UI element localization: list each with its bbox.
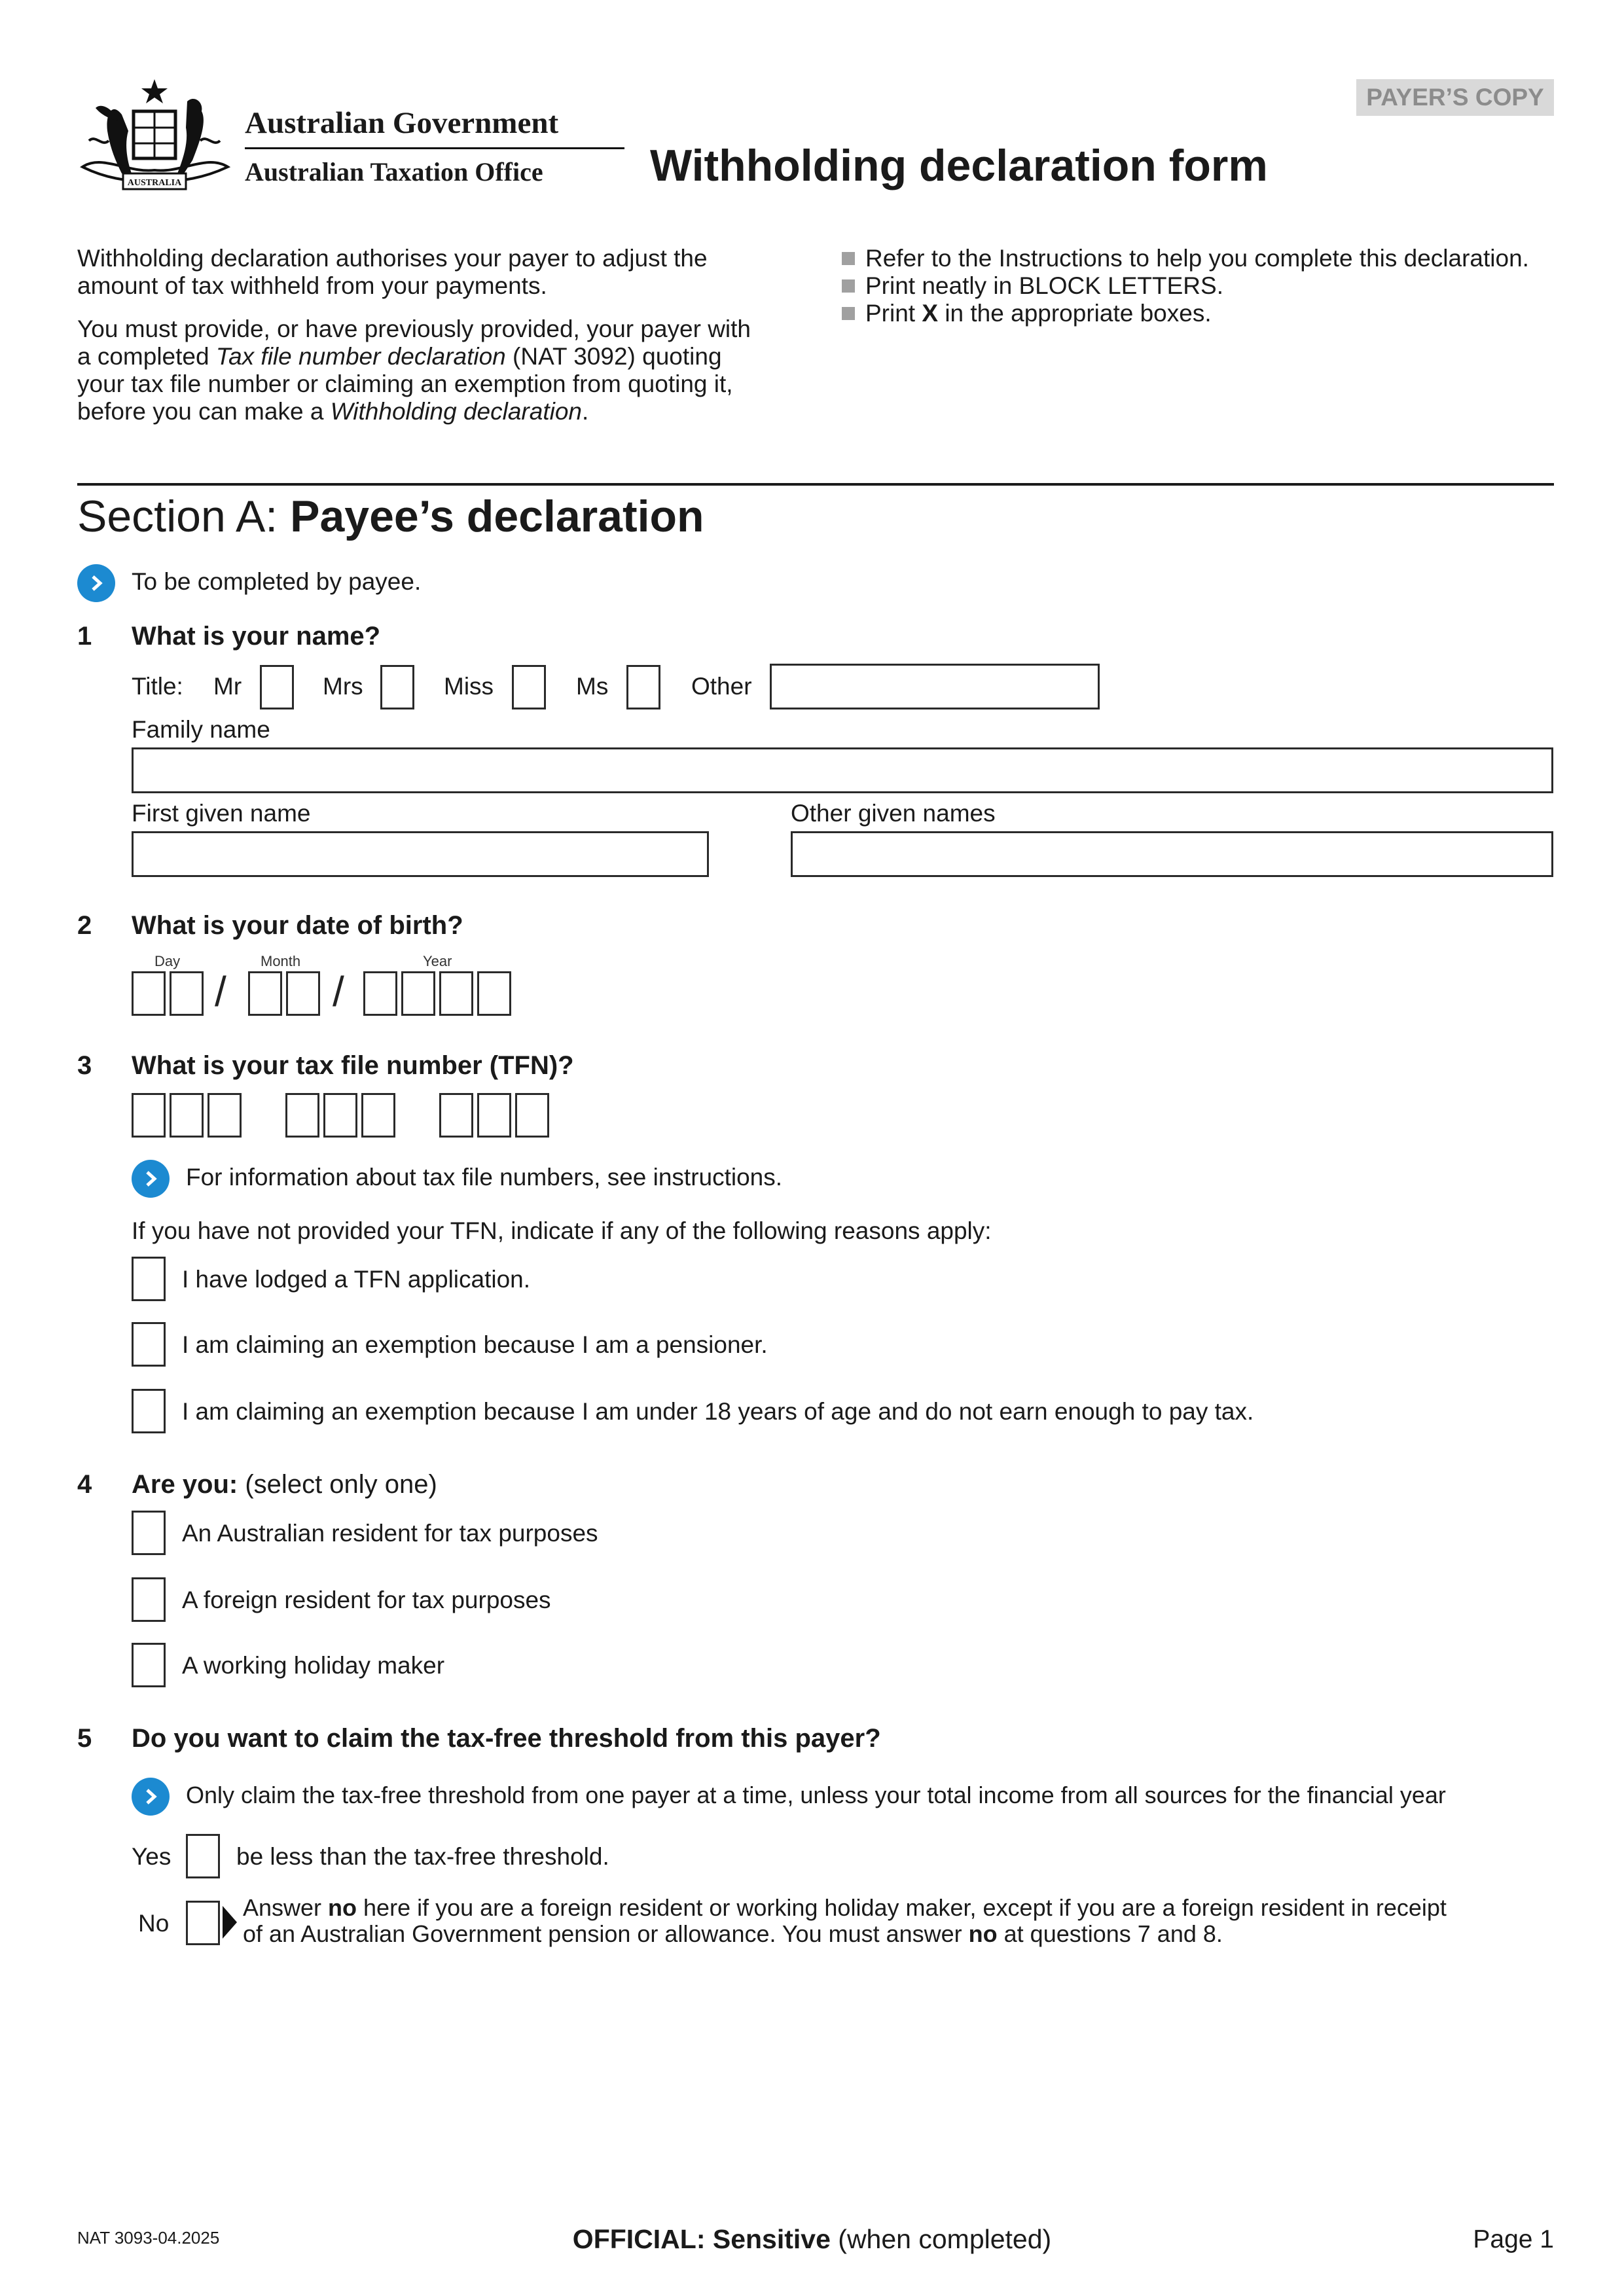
title-other-label: Other bbox=[691, 673, 752, 700]
family-name-label: Family name bbox=[132, 716, 270, 743]
tfn-reason-lodged-label: I have lodged a TFN application. bbox=[182, 1266, 531, 1293]
other-given-names-label: Other given names bbox=[791, 800, 996, 827]
tfn-reason-pensioner-label: I am claiming an exemption because I am a pensioner. bbox=[182, 1331, 768, 1358]
tfn-digit-2[interactable] bbox=[170, 1093, 204, 1138]
tfn-digit-6[interactable] bbox=[361, 1093, 395, 1138]
threshold-yes-label: Yes bbox=[132, 1843, 171, 1870]
other-given-names-input[interactable] bbox=[791, 831, 1553, 877]
section-a-note: To be completed by payee. bbox=[132, 568, 422, 595]
intro-italic-withholding-declaration: Withholding declaration bbox=[330, 398, 582, 425]
caret-right-icon bbox=[223, 1906, 237, 1939]
intro-bullet-text: Refer to the Instructions to help you complete this declaration. bbox=[865, 245, 1529, 272]
intro-left-p2-line2 bbox=[77, 343, 722, 370]
classification-marking bbox=[0, 2224, 1624, 2255]
threshold-no-label: No bbox=[138, 1910, 170, 1937]
dob-month-label: Month bbox=[261, 953, 301, 969]
intro-italic-tfn-declaration: Tax file number declaration bbox=[215, 343, 506, 370]
title-mr-label: Mr bbox=[213, 673, 242, 700]
classification-bold: OFFICIAL: Sensitive bbox=[572, 2224, 831, 2254]
no-text-bold: no bbox=[968, 1920, 998, 1947]
question-4-number: 4 bbox=[77, 1470, 92, 1499]
office-name: Australian Taxation Office bbox=[245, 157, 543, 187]
intro-left-p2-line3: your tax file number or claiming an exemption from quoting it, bbox=[77, 370, 733, 397]
question-4-title-rest: (select only one) bbox=[238, 1470, 437, 1499]
residency-working-holiday-checkbox[interactable] bbox=[132, 1643, 166, 1687]
classification-rest: (when completed) bbox=[830, 2224, 1052, 2254]
intro-bullet-3 bbox=[842, 300, 1212, 327]
question-4-title-bold: Are you: bbox=[132, 1470, 238, 1499]
tfn-digit-5[interactable] bbox=[323, 1093, 357, 1138]
dob-year-digit-4[interactable] bbox=[477, 971, 511, 1016]
dob-day-digit-1[interactable] bbox=[132, 971, 166, 1016]
intro-text: a completed bbox=[77, 343, 216, 370]
form-code: NAT 3093-04.2025 bbox=[77, 2228, 220, 2248]
form-title: Withholding declaration form bbox=[650, 141, 1268, 190]
no-text-bold: no bbox=[328, 1894, 357, 1921]
government-name: Australian Government bbox=[245, 106, 559, 140]
tfn-reason-lodged-checkbox[interactable] bbox=[132, 1257, 166, 1301]
chevron-right-icon bbox=[77, 564, 115, 602]
title-ms-label: Ms bbox=[576, 673, 609, 700]
question-3-title: What is your tax file number (TFN)? bbox=[132, 1051, 574, 1080]
title-miss-label: Miss bbox=[444, 673, 494, 700]
tfn-reason-pensioner-checkbox[interactable] bbox=[132, 1322, 166, 1367]
dob-month-digit-2[interactable] bbox=[286, 971, 320, 1016]
dob-year-digit-3[interactable] bbox=[439, 971, 473, 1016]
question-2-title: What is your date of birth? bbox=[132, 911, 463, 940]
residency-australian-label: An Australian resident for tax purposes bbox=[182, 1520, 598, 1547]
intro-bullet-text: Print neatly in BLOCK LETTERS. bbox=[865, 272, 1223, 299]
intro-bullet-text: in the appropriate boxes. bbox=[938, 300, 1212, 327]
residency-working-holiday-label: A working holiday maker bbox=[182, 1652, 445, 1679]
tfn-digit-4[interactable] bbox=[285, 1093, 319, 1138]
intro-text: (NAT 3092) quoting bbox=[505, 343, 722, 370]
logo-divider bbox=[245, 147, 624, 149]
intro-bullet-1 bbox=[842, 245, 1529, 272]
question-1-number: 1 bbox=[77, 622, 92, 651]
intro-left-p1-line2: amount of tax withheld from your payments. bbox=[77, 272, 547, 299]
no-text: Answer bbox=[243, 1894, 329, 1921]
title-mrs-label: Mrs bbox=[323, 673, 363, 700]
square-bullet-icon bbox=[842, 279, 855, 293]
tfn-digit-1[interactable] bbox=[132, 1093, 166, 1138]
dob-year-label: Year bbox=[423, 953, 452, 969]
title-mr-checkbox[interactable] bbox=[260, 665, 294, 709]
threshold-yes-checkbox[interactable] bbox=[186, 1834, 220, 1878]
dob-separator-1: / bbox=[215, 968, 226, 1015]
dob-year-digit-1[interactable] bbox=[363, 971, 397, 1016]
dob-day-digit-2[interactable] bbox=[170, 971, 204, 1016]
threshold-no-text-line1 bbox=[243, 1894, 1447, 1922]
payers-copy-text: PAYER’S COPY bbox=[1366, 84, 1544, 111]
section-a-heading bbox=[77, 491, 704, 542]
question-2-number: 2 bbox=[77, 911, 92, 940]
title-other-input[interactable] bbox=[770, 664, 1100, 709]
intro-bullet-bold-x: X bbox=[922, 300, 939, 327]
title-ms-checkbox[interactable] bbox=[626, 665, 660, 709]
dob-separator-2: / bbox=[333, 968, 344, 1015]
tfn-reason-under18-checkbox[interactable] bbox=[132, 1389, 166, 1433]
question-3-number: 3 bbox=[77, 1051, 92, 1080]
intro-text: before you can make a bbox=[77, 398, 331, 425]
square-bullet-icon bbox=[842, 252, 855, 265]
crest-text: AUSTRALIA bbox=[127, 178, 182, 188]
tfn-reason-under18-label: I am claiming an exemption because I am under 18 years of age and do not earn enough to pay tax. bbox=[182, 1398, 1254, 1425]
intro-left-p2-line1: You must provide, or have previously provided, your payer with bbox=[77, 315, 751, 342]
dob-year-digit-2[interactable] bbox=[401, 971, 435, 1016]
tfn-digit-8[interactable] bbox=[477, 1093, 511, 1138]
section-divider bbox=[77, 483, 1554, 486]
first-given-name-label: First given name bbox=[132, 800, 311, 827]
section-title: Payee’s declaration bbox=[290, 492, 704, 541]
question-4-title bbox=[132, 1470, 437, 1499]
question-5-number: 5 bbox=[77, 1724, 92, 1753]
intro-bullet-text: Print bbox=[865, 300, 922, 327]
payers-copy-badge bbox=[1356, 79, 1554, 116]
chevron-right-icon bbox=[132, 1778, 170, 1816]
tfn-digit-3[interactable] bbox=[208, 1093, 242, 1138]
residency-foreign-label: A foreign resident for tax purposes bbox=[182, 1587, 551, 1613]
tfn-digit-7[interactable] bbox=[439, 1093, 473, 1138]
question-5-title: Do you want to claim the tax-free threshold from this payer? bbox=[132, 1724, 881, 1753]
intro-left-p2-line4 bbox=[77, 398, 588, 425]
page-number: Page 1 bbox=[1473, 2225, 1554, 2253]
coat-of-arms-icon bbox=[76, 75, 233, 200]
question-1-title: What is your name? bbox=[132, 622, 381, 651]
title-miss-checkbox[interactable] bbox=[512, 665, 546, 709]
square-bullet-icon bbox=[842, 307, 855, 320]
dob-day-label: Day bbox=[154, 953, 181, 969]
no-text: at questions 7 and 8. bbox=[997, 1920, 1223, 1947]
tfn-reasons-intro: If you have not provided your TFN, indicate if any of the following reasons apply: bbox=[132, 1217, 992, 1244]
threshold-info-text: Only claim the tax-free threshold from one payer at a time, unless your total income from all sources for the financial year bbox=[186, 1782, 1446, 1808]
tfn-info-text: For information about tax file numbers, see instructions. bbox=[186, 1164, 783, 1191]
threshold-no-checkbox[interactable] bbox=[186, 1901, 220, 1945]
title-mrs-checkbox[interactable] bbox=[380, 665, 414, 709]
residency-foreign-checkbox[interactable] bbox=[132, 1577, 166, 1622]
intro-left-p1-line1: Withholding declaration authorises your payer to adjust the bbox=[77, 245, 708, 272]
dob-month-digit-1[interactable] bbox=[248, 971, 282, 1016]
no-text: of an Australian Government pension or allowance. You must answer bbox=[243, 1920, 969, 1947]
tfn-digit-9[interactable] bbox=[515, 1093, 549, 1138]
intro-text: . bbox=[581, 398, 589, 425]
no-text: here if you are a foreign resident or working holiday maker, except if you are a foreign resident in receipt bbox=[357, 1894, 1447, 1921]
title-label: Title: bbox=[132, 673, 183, 700]
residency-australian-checkbox[interactable] bbox=[132, 1511, 166, 1555]
ato-logo bbox=[76, 75, 559, 200]
section-prefix: Section A: bbox=[77, 492, 291, 541]
first-given-name-input[interactable] bbox=[132, 831, 709, 877]
chevron-right-icon bbox=[132, 1160, 170, 1198]
family-name-input[interactable] bbox=[132, 747, 1553, 793]
threshold-yes-text: be less than the tax-free threshold. bbox=[236, 1843, 609, 1870]
threshold-no-text-line2 bbox=[243, 1920, 1223, 1948]
intro-bullet-2 bbox=[842, 272, 1223, 300]
